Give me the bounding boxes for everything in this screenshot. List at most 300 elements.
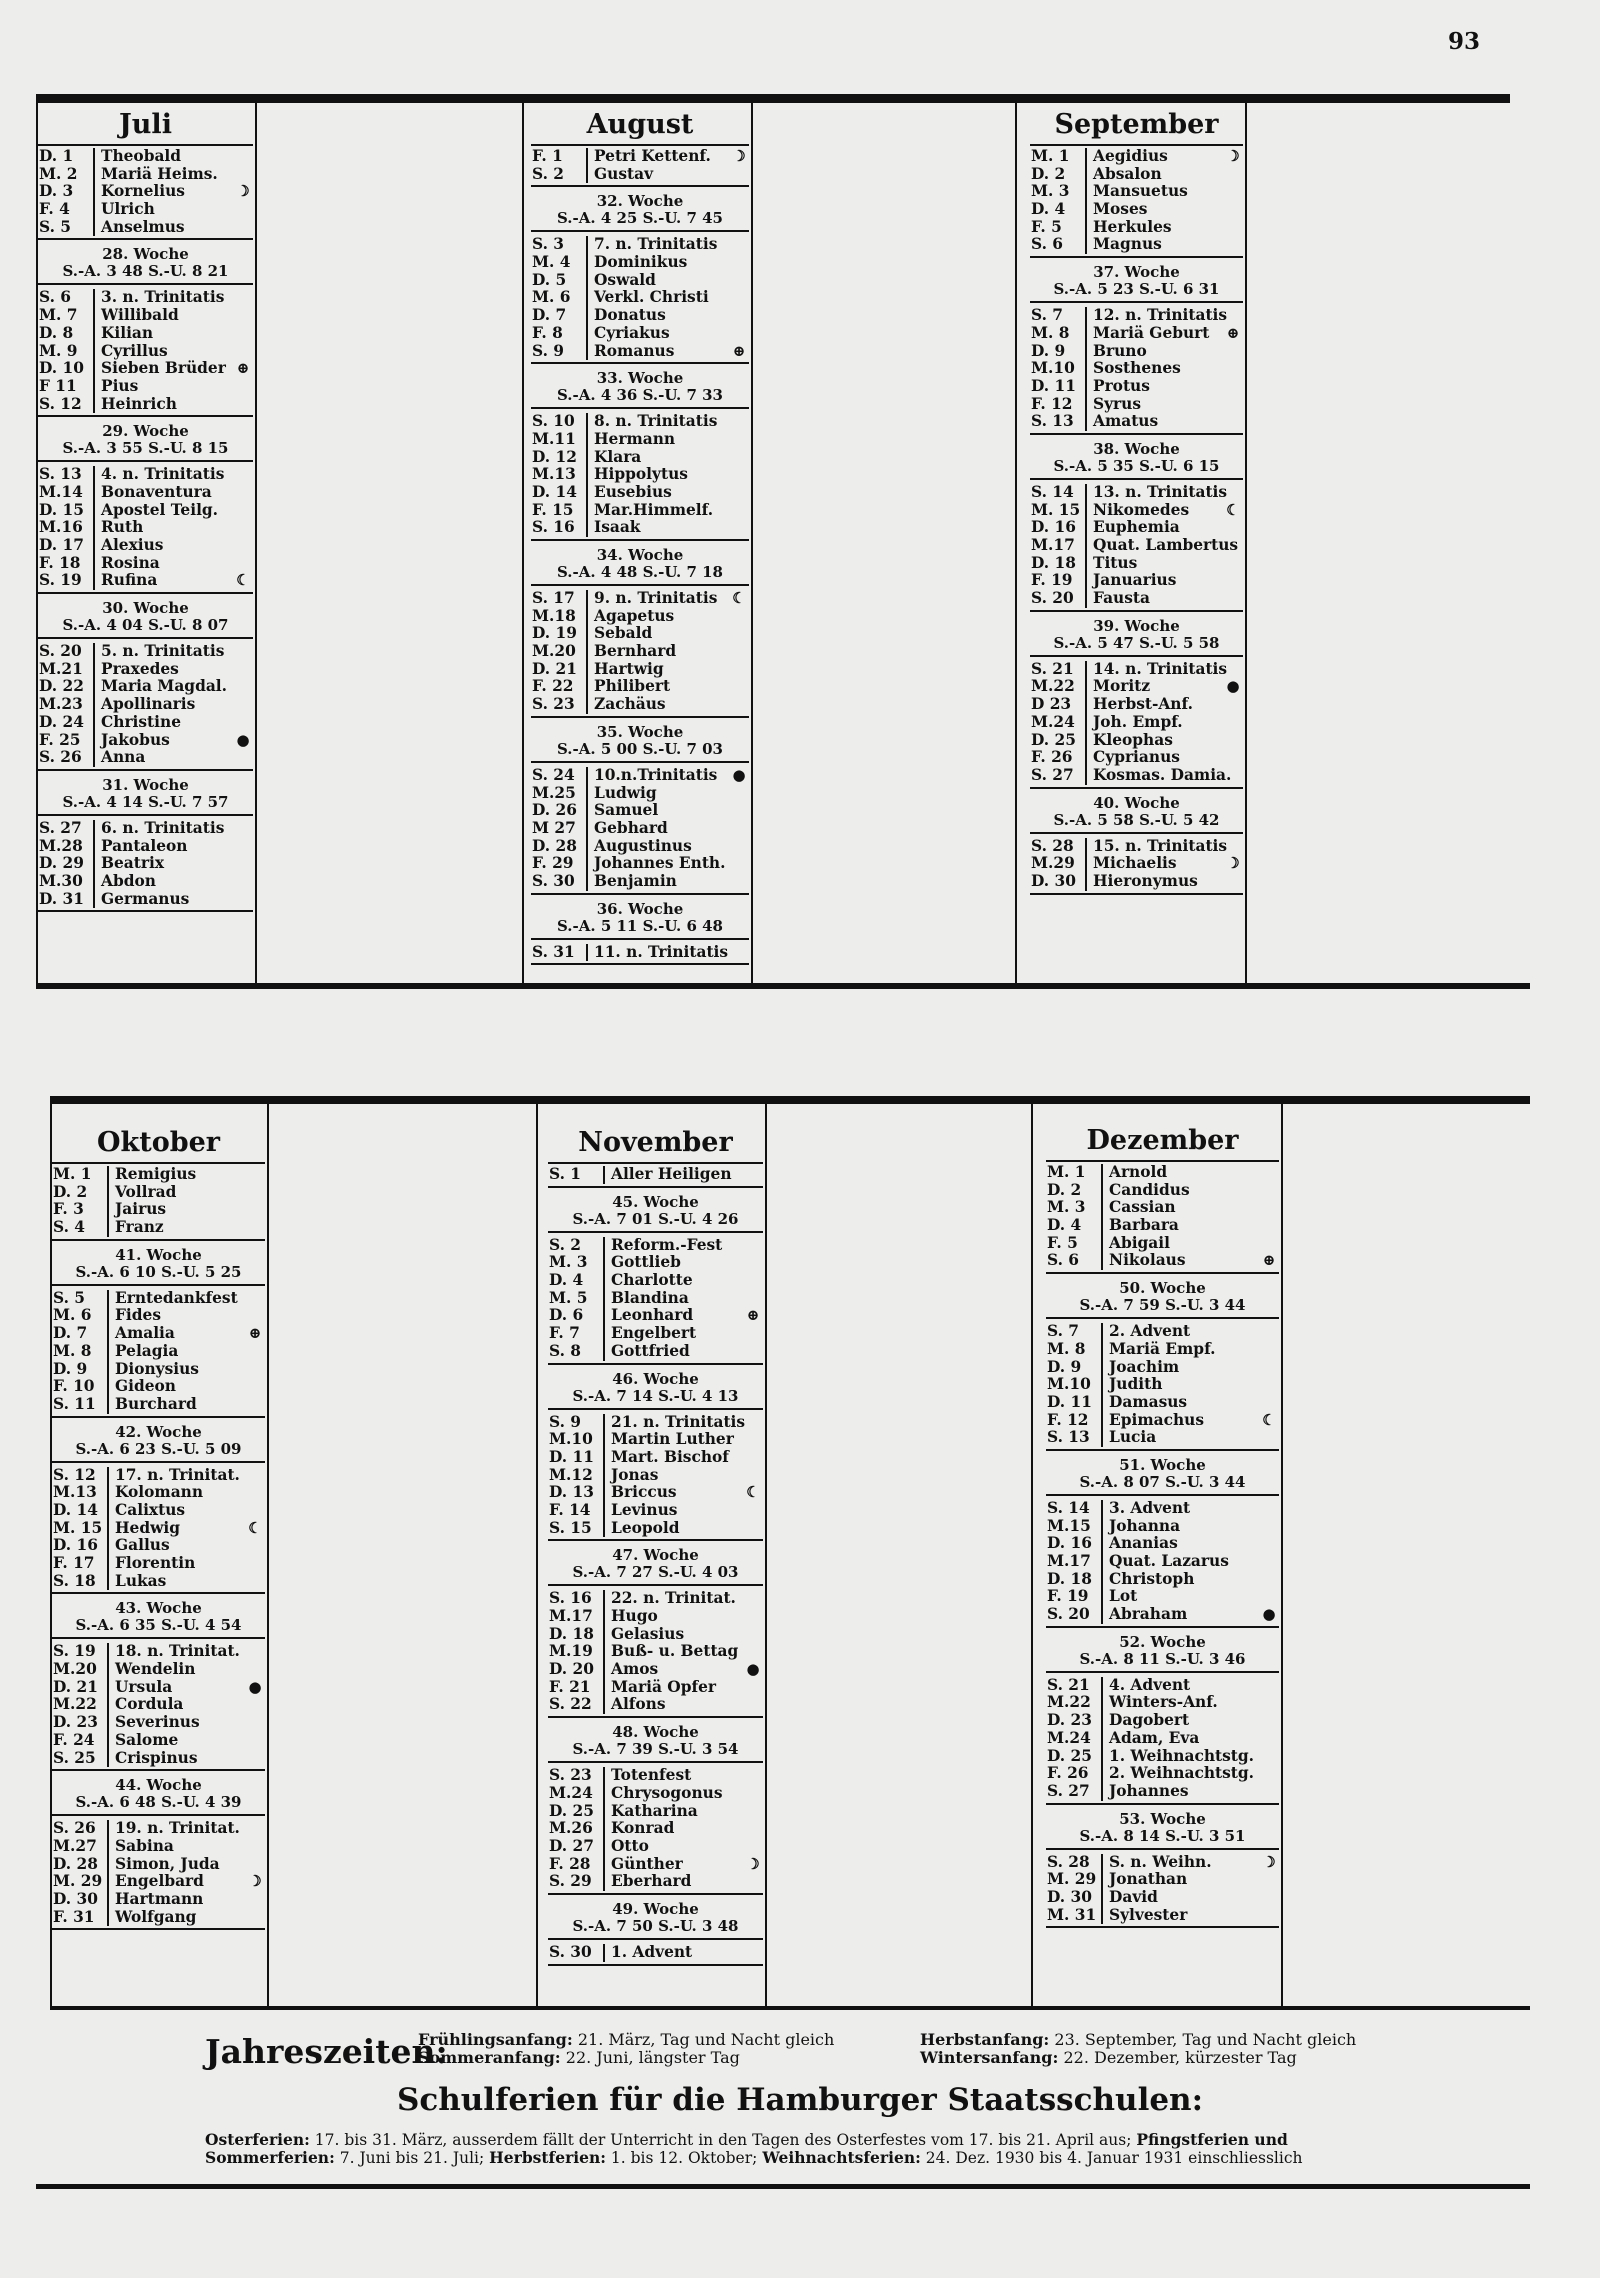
- day-date: D. 24: [38, 714, 95, 732]
- day-name: Engelbert: [611, 1324, 697, 1343]
- day-list: [548, 1586, 763, 1718]
- moon-phase-icon: [743, 1838, 763, 1856]
- day-date: D 23: [1030, 696, 1087, 714]
- day-row: [548, 1856, 763, 1874]
- moon-phase-icon: [743, 1502, 763, 1520]
- moon-phase-icon: [1259, 1889, 1279, 1907]
- moon-phase-icon: ☾: [746, 1483, 760, 1502]
- school-line-1: [205, 2130, 1288, 2149]
- week-label: 39. Woche: [1093, 616, 1180, 635]
- day-name: Sieben Brüder: [101, 359, 226, 378]
- day-name: Donatus: [594, 306, 666, 325]
- day-name: Dionysius: [115, 1359, 199, 1378]
- week-label: 33. Woche: [596, 369, 684, 388]
- moon-phase-icon: [233, 714, 253, 732]
- day-name: Dominikus: [594, 253, 688, 272]
- month-title: Oktober: [52, 1122, 265, 1164]
- week-label: 42. Woche: [115, 1422, 202, 1441]
- day-row: [38, 838, 253, 856]
- day-name: Herkules: [1093, 217, 1172, 236]
- day-row: [38, 325, 253, 343]
- moon-phase-icon: [245, 1714, 265, 1732]
- day-row: [548, 1590, 763, 1608]
- day-date: M.30: [38, 873, 95, 891]
- bottom-half-top-rule: [50, 1096, 1530, 1104]
- day-name: Briccus: [611, 1483, 677, 1502]
- pentecost-label: Pfingstferien und: [1136, 2130, 1288, 2149]
- day-row: [52, 1696, 265, 1714]
- day-date: M.23: [38, 696, 95, 714]
- school-line-2: [205, 2148, 1303, 2167]
- moon-phase-icon: [1223, 413, 1243, 431]
- day-row: [1030, 855, 1243, 873]
- moon-phase-icon: [1259, 1376, 1279, 1394]
- moon-phase-icon: [729, 802, 749, 820]
- day-row: [1030, 696, 1243, 714]
- day-row: [531, 166, 749, 184]
- moon-phase-icon: ●: [236, 730, 250, 749]
- week-label: 31. Woche: [102, 775, 189, 794]
- day-row: [1046, 1394, 1279, 1412]
- day-name: Cordula: [115, 1695, 184, 1714]
- autumn-holiday-label: Herbstferien:: [489, 2148, 606, 2167]
- day-date: S. 1: [548, 1166, 605, 1184]
- day-date: S. 16: [531, 519, 588, 537]
- day-date: S. 28: [1046, 1854, 1103, 1872]
- day-name: Verkl. Christi: [594, 288, 709, 307]
- day-date: F. 26: [1046, 1765, 1103, 1783]
- day-row: [1046, 1871, 1279, 1889]
- day-row: [52, 1184, 265, 1202]
- day-row: [548, 1431, 763, 1449]
- moon-phase-icon: [1238, 537, 1258, 555]
- day-date: M.22: [1046, 1694, 1103, 1712]
- day-date: S. 27: [38, 820, 95, 838]
- day-name: Gustav: [594, 164, 654, 183]
- moon-phase-icon: [245, 1307, 265, 1325]
- day-date: S. 11: [52, 1396, 109, 1414]
- day-date: M.16: [38, 519, 95, 537]
- day-row: [548, 1803, 763, 1821]
- summer-label: Sommeranfang:: [418, 2048, 561, 2067]
- day-row: [548, 1838, 763, 1856]
- moon-phase-icon: [729, 502, 749, 520]
- day-row: [1030, 484, 1243, 502]
- moon-phase-icon: [1259, 1535, 1279, 1553]
- moon-phase-icon: [743, 1431, 763, 1449]
- day-row: [531, 785, 749, 803]
- day-row: [52, 1891, 265, 1909]
- moon-phase-icon: [743, 1290, 763, 1308]
- day-name: Joachim: [1109, 1357, 1180, 1376]
- day-list: [531, 763, 749, 895]
- moon-phase-icon: [1259, 1429, 1279, 1447]
- day-date: F. 1: [531, 148, 588, 166]
- day-list: [38, 285, 253, 417]
- day-name: Ananias: [1109, 1534, 1178, 1553]
- day-name: Adam, Eva: [1109, 1728, 1200, 1747]
- easter-text: 17. bis 31. März, ausserdem fällt der Unterricht in den Tagen des Osterfestes vom 17. bis 21. April aus;: [314, 2131, 1132, 2149]
- day-row: [1030, 678, 1243, 696]
- moon-phase-icon: [1259, 1712, 1279, 1730]
- day-row: [548, 1643, 763, 1661]
- week-label: 30. Woche: [102, 599, 189, 618]
- day-name: Mart. Bischof: [611, 1447, 729, 1466]
- day-name: Heinrich: [101, 394, 177, 413]
- day-row: [38, 201, 253, 219]
- day-name: 19. n. Trinitat.: [115, 1819, 240, 1838]
- day-row: [52, 1520, 265, 1538]
- moon-phase-icon: [245, 1290, 265, 1308]
- month-column-oktober: [52, 1122, 265, 1930]
- day-row: [52, 1343, 265, 1361]
- moon-phase-icon: [245, 1856, 265, 1874]
- day-name: Judith: [1109, 1375, 1163, 1394]
- day-list: [531, 409, 749, 541]
- day-row: [531, 484, 749, 502]
- day-date: S. 10: [531, 413, 588, 431]
- moon-phase-icon: [729, 166, 749, 184]
- day-date: F. 10: [52, 1378, 109, 1396]
- day-row: [1030, 519, 1243, 537]
- day-list: [52, 1164, 265, 1241]
- day-row: [1030, 343, 1243, 361]
- moon-phase-icon: [245, 1838, 265, 1856]
- day-name: Dagobert: [1109, 1711, 1190, 1730]
- day-date: D. 31: [38, 891, 95, 909]
- day-row: [531, 820, 749, 838]
- autumn-holiday-text: 1. bis 12. Oktober;: [610, 2149, 758, 2167]
- moon-phase-icon: [729, 838, 749, 856]
- moon-phase-icon: [743, 1520, 763, 1538]
- week-label: 41. Woche: [115, 1245, 202, 1264]
- day-name: Engelbard: [115, 1872, 204, 1891]
- moon-phase-icon: [1259, 1518, 1279, 1536]
- day-name: Germanus: [101, 889, 190, 908]
- day-row: [548, 1325, 763, 1343]
- day-row: [38, 555, 253, 573]
- day-date: F. 7: [548, 1325, 605, 1343]
- day-name: Bonaventura: [101, 482, 212, 501]
- day-date: M.13: [52, 1484, 109, 1502]
- moon-phase-icon: [743, 1626, 763, 1644]
- moon-phase-icon: ☽: [746, 1854, 760, 1873]
- day-name: Katharina: [611, 1801, 698, 1820]
- day-row: [531, 254, 749, 272]
- day-name: Kleophas: [1093, 730, 1173, 749]
- day-name: Calixtus: [115, 1500, 186, 1519]
- day-date: S. 7: [1030, 307, 1087, 325]
- sun-times: S.-A. 4 14 S.-U. 7 57: [62, 792, 229, 811]
- sun-times: S.-A. 6 48 S.-U. 4 39: [75, 1793, 242, 1812]
- day-date: D. 28: [531, 838, 588, 856]
- day-name: 17. n. Trinitat.: [115, 1465, 240, 1484]
- day-date: M. 1: [1046, 1164, 1103, 1182]
- day-list: [38, 146, 253, 240]
- day-name: 4. Advent: [1109, 1675, 1191, 1694]
- day-row: [548, 1290, 763, 1308]
- day-date: D. 18: [548, 1626, 605, 1644]
- col-separator: [267, 1102, 269, 2008]
- day-name: Rosina: [101, 553, 160, 572]
- week-block: [38, 594, 253, 639]
- day-name: Gelasius: [611, 1624, 685, 1643]
- moon-phase-icon: [743, 1873, 763, 1891]
- day-date: S. 24: [531, 767, 588, 785]
- day-date: S. 20: [38, 643, 95, 661]
- week-block: [1046, 1451, 1279, 1496]
- day-date: M. 2: [38, 166, 95, 184]
- week-block: [38, 240, 253, 285]
- moon-phase-icon: [743, 1590, 763, 1608]
- day-name: Hermann: [594, 429, 676, 448]
- week-label: 40. Woche: [1093, 793, 1180, 812]
- day-date: F. 31: [52, 1909, 109, 1927]
- day-date: S. 5: [38, 219, 95, 237]
- day-name: Anna: [101, 748, 146, 767]
- moon-phase-icon: [743, 1944, 763, 1962]
- moon-phase-icon: [245, 1891, 265, 1909]
- moon-phase-icon: ☾: [732, 589, 746, 607]
- day-row: [1046, 1535, 1279, 1553]
- moon-phase-icon: ☽: [248, 1872, 262, 1891]
- day-list: [1046, 1673, 1279, 1805]
- moon-phase-icon: [1259, 1765, 1279, 1783]
- week-label: 50. Woche: [1119, 1279, 1206, 1298]
- col-separator: [1281, 1102, 1283, 2008]
- day-row: [1030, 378, 1243, 396]
- week-block: [1046, 1274, 1279, 1319]
- day-date: S. 6: [1046, 1252, 1103, 1270]
- sun-times: S.-A. 5 00 S.-U. 7 03: [556, 739, 723, 758]
- moon-phase-icon: [1223, 396, 1243, 414]
- week-label: 52. Woche: [1119, 1632, 1206, 1651]
- day-name: Leopold: [611, 1518, 680, 1537]
- day-row: [1030, 537, 1243, 555]
- day-name: Ludwig: [594, 783, 657, 802]
- day-date: M. 15: [52, 1520, 109, 1538]
- day-row: [38, 484, 253, 502]
- month-title: August: [531, 104, 749, 146]
- moon-phase-icon: [729, 325, 749, 343]
- day-name: Günther: [611, 1854, 683, 1873]
- week-label: 44. Woche: [115, 1776, 202, 1795]
- day-date: M. 9: [38, 343, 95, 361]
- day-row: [531, 343, 749, 361]
- day-date: D. 4: [1030, 201, 1087, 219]
- moon-phase-icon: ☽: [1226, 854, 1240, 873]
- moon-phase-icon: [245, 1573, 265, 1591]
- day-date: D. 23: [1046, 1712, 1103, 1730]
- day-name: 3. n. Trinitatis: [101, 288, 225, 307]
- day-name: Sabina: [115, 1836, 174, 1855]
- day-date: D. 9: [52, 1361, 109, 1379]
- week-block: [1046, 1628, 1279, 1673]
- day-date: S. 27: [1030, 767, 1087, 785]
- day-name: Martin Luther: [611, 1430, 734, 1449]
- day-list: [1030, 303, 1243, 435]
- week-label: 37. Woche: [1093, 263, 1180, 282]
- day-date: S. 26: [38, 749, 95, 767]
- day-date: M. 1: [1030, 148, 1087, 166]
- day-name: Maria Magdal.: [101, 677, 228, 696]
- day-row: [531, 449, 749, 467]
- day-row: [1046, 1412, 1279, 1430]
- day-row: [38, 855, 253, 873]
- moon-phase-icon: [1259, 1588, 1279, 1606]
- summer-holiday-label: Sommerferien:: [205, 2148, 335, 2167]
- moon-phase-icon: [729, 661, 749, 679]
- day-date: M.17: [1046, 1553, 1103, 1571]
- day-name: 3. Advent: [1109, 1498, 1191, 1517]
- day-date: F. 22: [531, 678, 588, 696]
- day-date: M.12: [548, 1467, 605, 1485]
- day-date: S. 20: [1030, 590, 1087, 608]
- moon-phase-icon: [1231, 767, 1251, 785]
- day-name: Augustinus: [594, 836, 692, 855]
- day-date: D. 21: [52, 1679, 109, 1697]
- day-date: D. 17: [38, 537, 95, 555]
- week-block: [548, 1718, 763, 1763]
- day-name: Abraham: [1109, 1605, 1188, 1624]
- moon-phase-icon: [743, 1608, 763, 1626]
- week-block: [531, 364, 749, 409]
- day-date: M. 15: [1030, 502, 1087, 520]
- day-row: [1030, 749, 1243, 767]
- day-name: 18. n. Trinitat.: [115, 1642, 240, 1661]
- day-date: D. 2: [1030, 166, 1087, 184]
- day-date: M.28: [38, 838, 95, 856]
- moon-phase-icon: [743, 1643, 763, 1661]
- day-date: D. 16: [1046, 1535, 1103, 1553]
- day-row: [531, 643, 749, 661]
- day-list: [548, 1940, 763, 1966]
- day-row: [1030, 236, 1243, 254]
- week-block: [548, 1365, 763, 1410]
- day-row: [1046, 1359, 1279, 1377]
- day-name: 10.n.Trinitatis: [594, 765, 718, 784]
- day-name: Titus: [1093, 553, 1138, 572]
- day-date: S. 14: [1030, 484, 1087, 502]
- day-name: 21. n. Trinitatis: [611, 1412, 746, 1431]
- day-date: F. 25: [38, 732, 95, 750]
- day-name: Lot: [1109, 1587, 1138, 1606]
- day-name: Lukas: [115, 1571, 167, 1590]
- day-date: F. 19: [1030, 572, 1087, 590]
- day-date: D. 5: [531, 272, 588, 290]
- week-label: 38. Woche: [1093, 439, 1180, 458]
- sun-times: S.-A. 4 25 S.-U. 7 45: [556, 209, 723, 228]
- week-label: 36. Woche: [596, 899, 684, 918]
- moon-phase-icon: [1259, 1677, 1279, 1695]
- day-name: Fides: [115, 1306, 161, 1325]
- day-row: [548, 1254, 763, 1272]
- day-date: S. 14: [1046, 1500, 1103, 1518]
- moon-phase-icon: [233, 643, 253, 661]
- day-name: Hieronymus: [1093, 871, 1198, 890]
- day-name: Rufina: [101, 571, 158, 590]
- day-row: [531, 466, 749, 484]
- day-date: S. 8: [548, 1343, 605, 1361]
- day-date: M.11: [531, 431, 588, 449]
- day-row: [531, 802, 749, 820]
- day-name: Buß- u. Bettag: [611, 1642, 739, 1661]
- day-name: Leonhard: [611, 1306, 694, 1325]
- day-date: M.24: [1030, 714, 1087, 732]
- moon-phase-icon: [233, 289, 253, 307]
- day-row: [38, 537, 253, 555]
- day-row: [1046, 1553, 1279, 1571]
- day-list: [1030, 480, 1243, 612]
- day-date: D. 7: [531, 307, 588, 325]
- moon-phase-icon: [245, 1343, 265, 1361]
- day-name: Pantaleon: [101, 836, 188, 855]
- day-list: [38, 816, 253, 912]
- moon-phase-icon: [233, 696, 253, 714]
- day-date: S. 12: [52, 1467, 109, 1485]
- day-name: 5. n. Trinitatis: [101, 642, 225, 661]
- day-name: 11. n. Trinitatis: [594, 942, 729, 961]
- sun-times: S.-A. 7 27 S.-U. 4 03: [572, 1563, 739, 1582]
- day-row: [1046, 1376, 1279, 1394]
- day-name: Franz: [115, 1218, 164, 1237]
- day-name: 1. Weihnachtstg.: [1109, 1746, 1255, 1765]
- day-name: Mariä Opfer: [611, 1677, 716, 1696]
- day-date: S. 6: [1030, 236, 1087, 254]
- sun-times: S.-A. 3 55 S.-U. 8 15: [62, 439, 229, 458]
- moon-phase-icon: [729, 431, 749, 449]
- sun-times: S.-A. 5 23 S.-U. 6 31: [1053, 280, 1220, 299]
- moon-phase-icon: [1223, 236, 1243, 254]
- day-date: D. 3: [38, 183, 95, 201]
- day-date: D. 25: [548, 1803, 605, 1821]
- day-date: S. 2: [531, 166, 588, 184]
- month-column-august: [531, 104, 749, 965]
- moon-phase-icon: [729, 466, 749, 484]
- moon-phase-icon: ⊕: [746, 1306, 760, 1325]
- day-row: [1046, 1341, 1279, 1359]
- day-row: [531, 431, 749, 449]
- spring-label: Frühlingsanfang:: [418, 2030, 573, 2049]
- day-row: [531, 307, 749, 325]
- week-block: [1030, 258, 1243, 303]
- day-date: S. 17: [531, 590, 588, 608]
- moon-phase-icon: [233, 325, 253, 343]
- moon-phase-icon: [729, 449, 749, 467]
- week-label: 46. Woche: [612, 1369, 699, 1388]
- day-list: [548, 1164, 763, 1188]
- day-date: M.17: [1030, 537, 1087, 555]
- day-date: S. 23: [531, 696, 588, 714]
- moon-phase-icon: [245, 1696, 265, 1714]
- day-row: [38, 148, 253, 166]
- day-name: Quat. Lazarus: [1109, 1552, 1229, 1570]
- day-date: D. 30: [52, 1891, 109, 1909]
- day-date: D. 25: [1030, 732, 1087, 750]
- day-list: [38, 462, 253, 594]
- day-row: [531, 236, 749, 254]
- moon-phase-icon: [743, 1166, 763, 1184]
- day-date: S. 7: [1046, 1323, 1103, 1341]
- day-date: D. 30: [1046, 1889, 1103, 1907]
- day-name: 13. n. Trinitatis: [1093, 482, 1228, 501]
- day-row: [1030, 714, 1243, 732]
- day-row: [1046, 1182, 1279, 1200]
- day-date: F. 18: [38, 555, 95, 573]
- day-row: [1030, 360, 1243, 378]
- day-row: [1046, 1588, 1279, 1606]
- day-name: Burchard: [115, 1394, 197, 1413]
